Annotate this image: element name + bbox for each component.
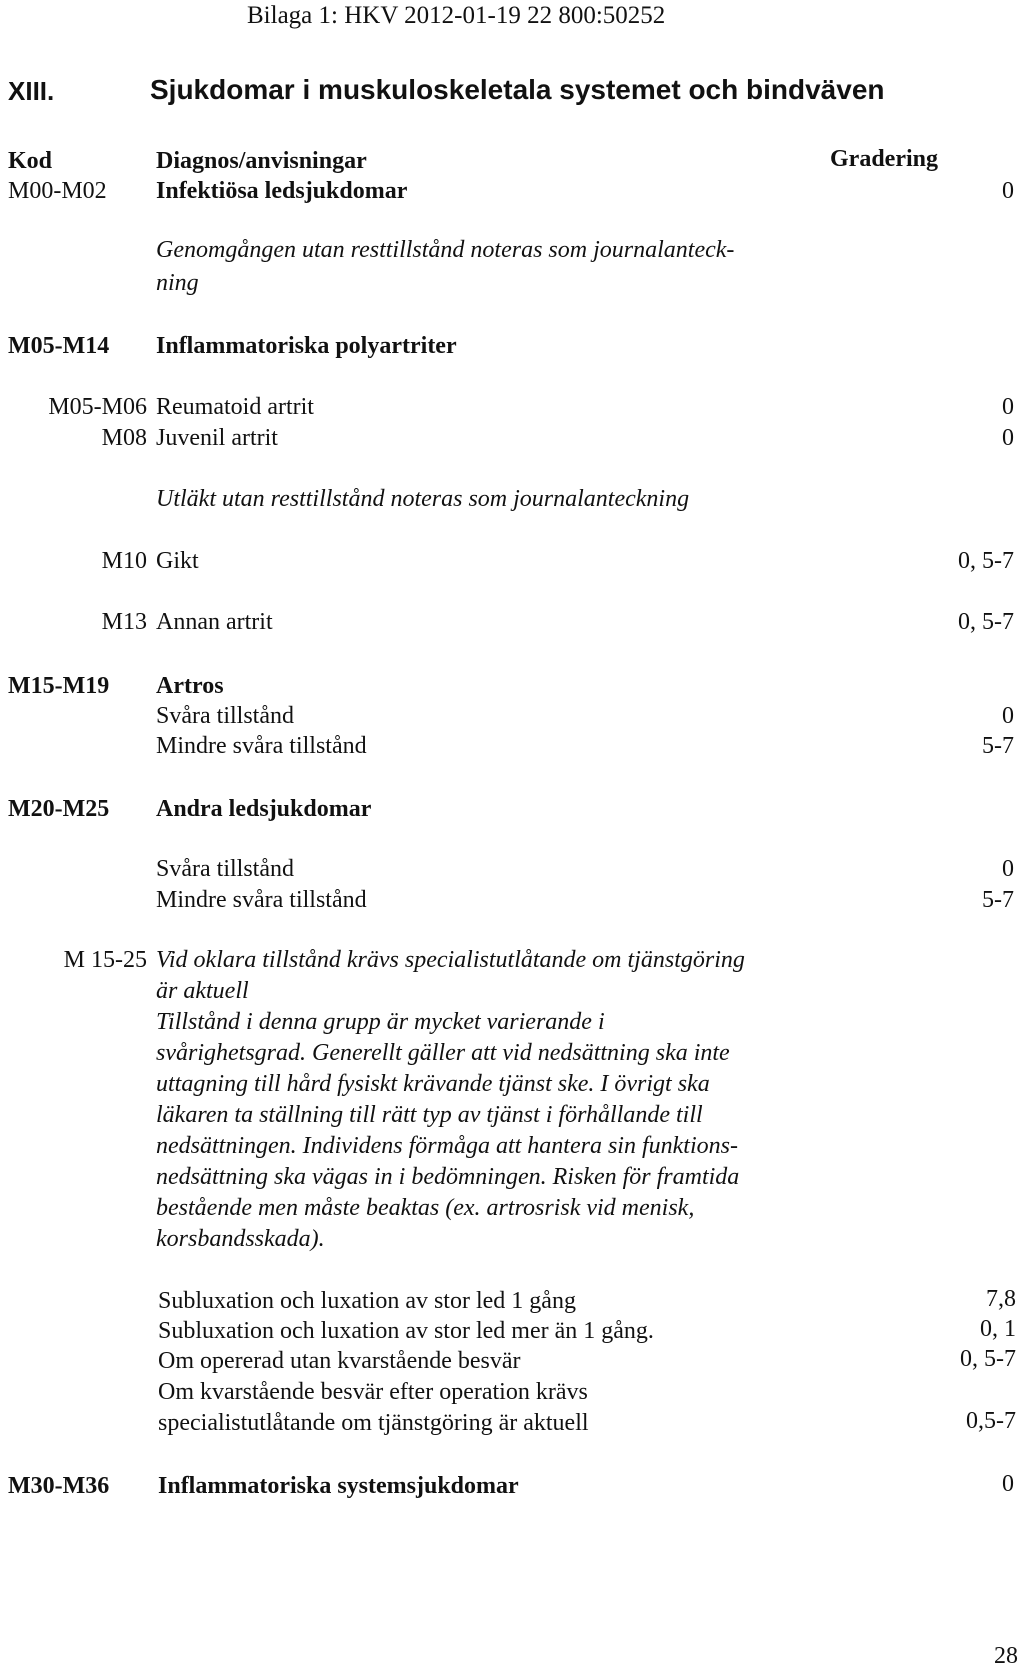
chapter-number: XIII. bbox=[8, 76, 55, 106]
row-label-m05-06: Reumatoid artrit bbox=[156, 394, 314, 420]
row-code-m05-06: M05-M06 bbox=[48, 394, 147, 420]
row-code-m08: M08 bbox=[101, 425, 147, 451]
luxation-grade-2: 0, 1 bbox=[980, 1316, 1016, 1342]
row-code-m13: M13 bbox=[101, 609, 147, 635]
column-header-grade: Gradering bbox=[830, 146, 938, 172]
note-m15-25-line: nedsättning ska vägas in i bedömningen. Risken för framtida bbox=[156, 1164, 740, 1190]
row-sub2-m20: Mindre svåra tillstånd bbox=[156, 887, 367, 913]
chapter-title: Sjukdomar i muskuloskeletala systemet och bindväven bbox=[150, 74, 885, 105]
row-sub1-m15: Svåra tillstånd bbox=[156, 703, 294, 729]
note-m15-25-line: uttagning till hård fysiskt krävande tjänst ske. I övrigt ska bbox=[156, 1071, 710, 1097]
note-m00-line2: ning bbox=[156, 270, 199, 296]
row-grade-m10: 0, 5-7 bbox=[958, 548, 1014, 574]
note-m00-line1: Genomgången utan resttillstånd noteras som journalanteck- bbox=[156, 237, 735, 263]
note-m15-25-line: läkaren ta ställning till rätt typ av tjänst i förhållande till bbox=[156, 1102, 703, 1128]
row-grade-m05-06: 0 bbox=[1002, 394, 1014, 420]
luxation-label-5: specialistutlåtande om tjänstgöring är aktuell bbox=[158, 1410, 589, 1436]
row-code-m15-25: M 15-25 bbox=[63, 947, 147, 973]
note-m15-25-line: är aktuell bbox=[156, 978, 249, 1004]
luxation-grade-3: 0, 5-7 bbox=[960, 1346, 1016, 1372]
row-code-m00: M00-M02 bbox=[8, 178, 107, 204]
row-grade2-m20: 5-7 bbox=[982, 887, 1014, 913]
row-grade1-m15: 0 bbox=[1002, 703, 1014, 729]
note-m15-25 bbox=[156, 947, 836, 1257]
luxation-grade-1: 7,8 bbox=[986, 1286, 1016, 1312]
row-code-m05: M05-M14 bbox=[8, 333, 110, 359]
page-number: 28 bbox=[994, 1643, 1018, 1669]
row-label-m05: Inflammatoriska polyartriter bbox=[156, 333, 457, 359]
note-m15-25-line: nedsättningen. Individens förmåga att hantera sin funktions- bbox=[156, 1133, 738, 1159]
row-code-m10: M10 bbox=[101, 548, 147, 574]
row-grade-m08: 0 bbox=[1002, 425, 1014, 451]
row-grade-m30: 0 bbox=[1002, 1471, 1014, 1497]
note-m08: Utläkt utan resttillstånd noteras som journalanteckning bbox=[156, 486, 690, 512]
row-code-m20: M20-M25 bbox=[8, 796, 110, 822]
row-code-m15: M15-M19 bbox=[8, 673, 110, 699]
row-label-m13: Annan artrit bbox=[156, 609, 273, 635]
row-code-m30: M30-M36 bbox=[8, 1473, 110, 1499]
row-label-m08: Juvenil artrit bbox=[156, 425, 278, 451]
note-m15-25-line: Tillstånd i denna grupp är mycket varierande i bbox=[156, 1009, 605, 1035]
row-sub1-m20: Svåra tillstånd bbox=[156, 856, 294, 882]
luxation-label-2: Subluxation och luxation av stor led mer än 1 gång. bbox=[158, 1318, 654, 1344]
note-m15-25-line: svårighetsgrad. Generellt gäller att vid nedsättning ska inte bbox=[156, 1040, 730, 1066]
column-header-code: Kod bbox=[8, 148, 53, 174]
luxation-label-3: Om opererad utan kvarstående besvär bbox=[158, 1348, 521, 1374]
row-label-m10: Gikt bbox=[156, 548, 199, 574]
row-grade-m13: 0, 5-7 bbox=[958, 609, 1014, 635]
luxation-label-1: Subluxation och luxation av stor led 1 gång bbox=[158, 1288, 576, 1314]
row-label-m20: Andra ledsjukdomar bbox=[156, 796, 372, 822]
page-header: Bilaga 1: HKV 2012-01-19 22 800:50252 bbox=[247, 2, 666, 29]
row-grade1-m20: 0 bbox=[1002, 856, 1014, 882]
row-grade2-m15: 5-7 bbox=[982, 733, 1014, 759]
luxation-grade-5: 0,5-7 bbox=[966, 1408, 1016, 1434]
note-m15-25-line: korsbandsskada). bbox=[156, 1226, 325, 1252]
row-sub2-m15: Mindre svåra tillstånd bbox=[156, 733, 367, 759]
row-label-m15: Artros bbox=[156, 673, 224, 699]
luxation-label-4: Om kvarstående besvär efter operation krävs bbox=[158, 1379, 588, 1405]
row-grade-m00: 0 bbox=[1002, 178, 1014, 204]
row-label-m30: Inflammatoriska systemsjukdomar bbox=[158, 1473, 519, 1499]
column-header-diagnosis: Diagnos/anvisningar bbox=[156, 148, 367, 174]
note-m15-25-line: bestående men måste beaktas (ex. artrosrisk vid menisk, bbox=[156, 1195, 695, 1221]
note-m15-25-line: Vid oklara tillstånd krävs specialistutlåtande om tjänstgöring bbox=[156, 947, 745, 973]
row-label-m00: Infektiösa ledsjukdomar bbox=[156, 178, 408, 204]
